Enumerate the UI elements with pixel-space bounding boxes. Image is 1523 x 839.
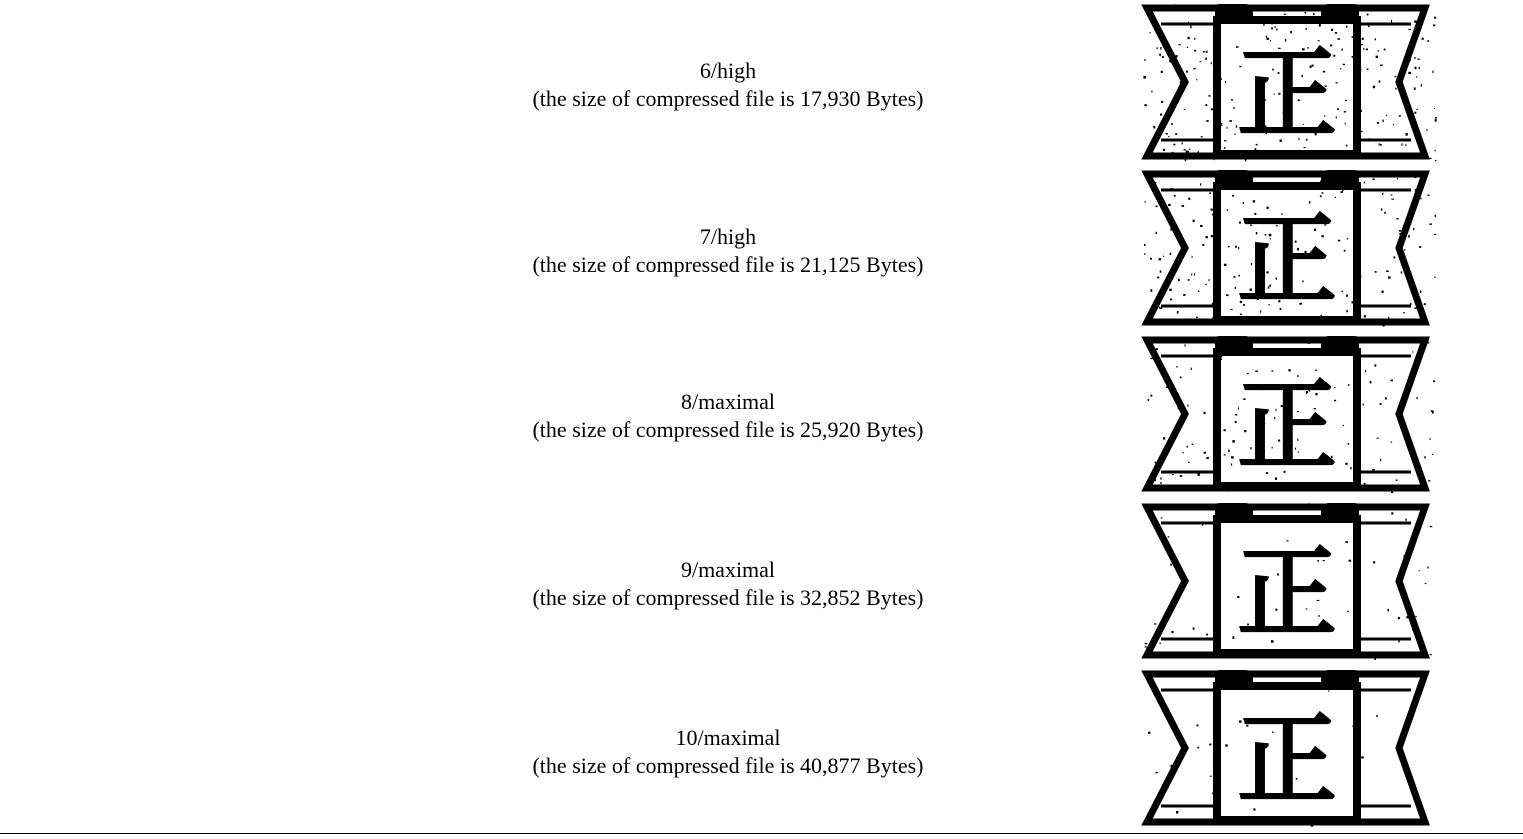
compression-row [0,166,1523,332]
seal-emblem-image [1141,668,1437,828]
file-size-text: (the size of compressed file is 25,920 Bytes) [532,417,924,442]
seal-emblem-image [1141,168,1437,328]
seal-emblem-image [1141,2,1437,162]
seal-emblem-image [1141,334,1437,494]
bottom-rule [0,833,1523,834]
file-size-text: (the size of compressed file is 32,852 Bytes) [532,585,924,610]
file-size-text: (the size of compressed file is 17,930 Bytes) [532,86,924,111]
compression-level: 7/high [699,224,757,249]
file-size-text: (the size of compressed file is 21,125 Bytes) [532,252,924,277]
file-size-text: (the size of compressed file is 40,877 Bytes) [532,753,924,778]
compression-level: 9/maximal [680,557,776,582]
caption [478,556,978,612]
compression-row [0,0,1523,166]
compression-level: 10/maximal [675,725,781,750]
seal-character: 正 [1237,201,1337,319]
compression-level: 6/high [699,58,757,83]
seal-character: 正 [1237,701,1337,819]
seal-emblem-image [1141,501,1437,661]
compression-level: 8/maximal [680,389,776,414]
caption [478,223,978,279]
seal-character: 正 [1237,367,1337,485]
seal-character: 正 [1237,35,1337,153]
caption [478,724,978,780]
caption [478,57,978,113]
compression-row [0,666,1523,832]
compression-row [0,332,1523,498]
caption [478,388,978,444]
seal-character: 正 [1237,534,1337,652]
compression-row [0,499,1523,665]
